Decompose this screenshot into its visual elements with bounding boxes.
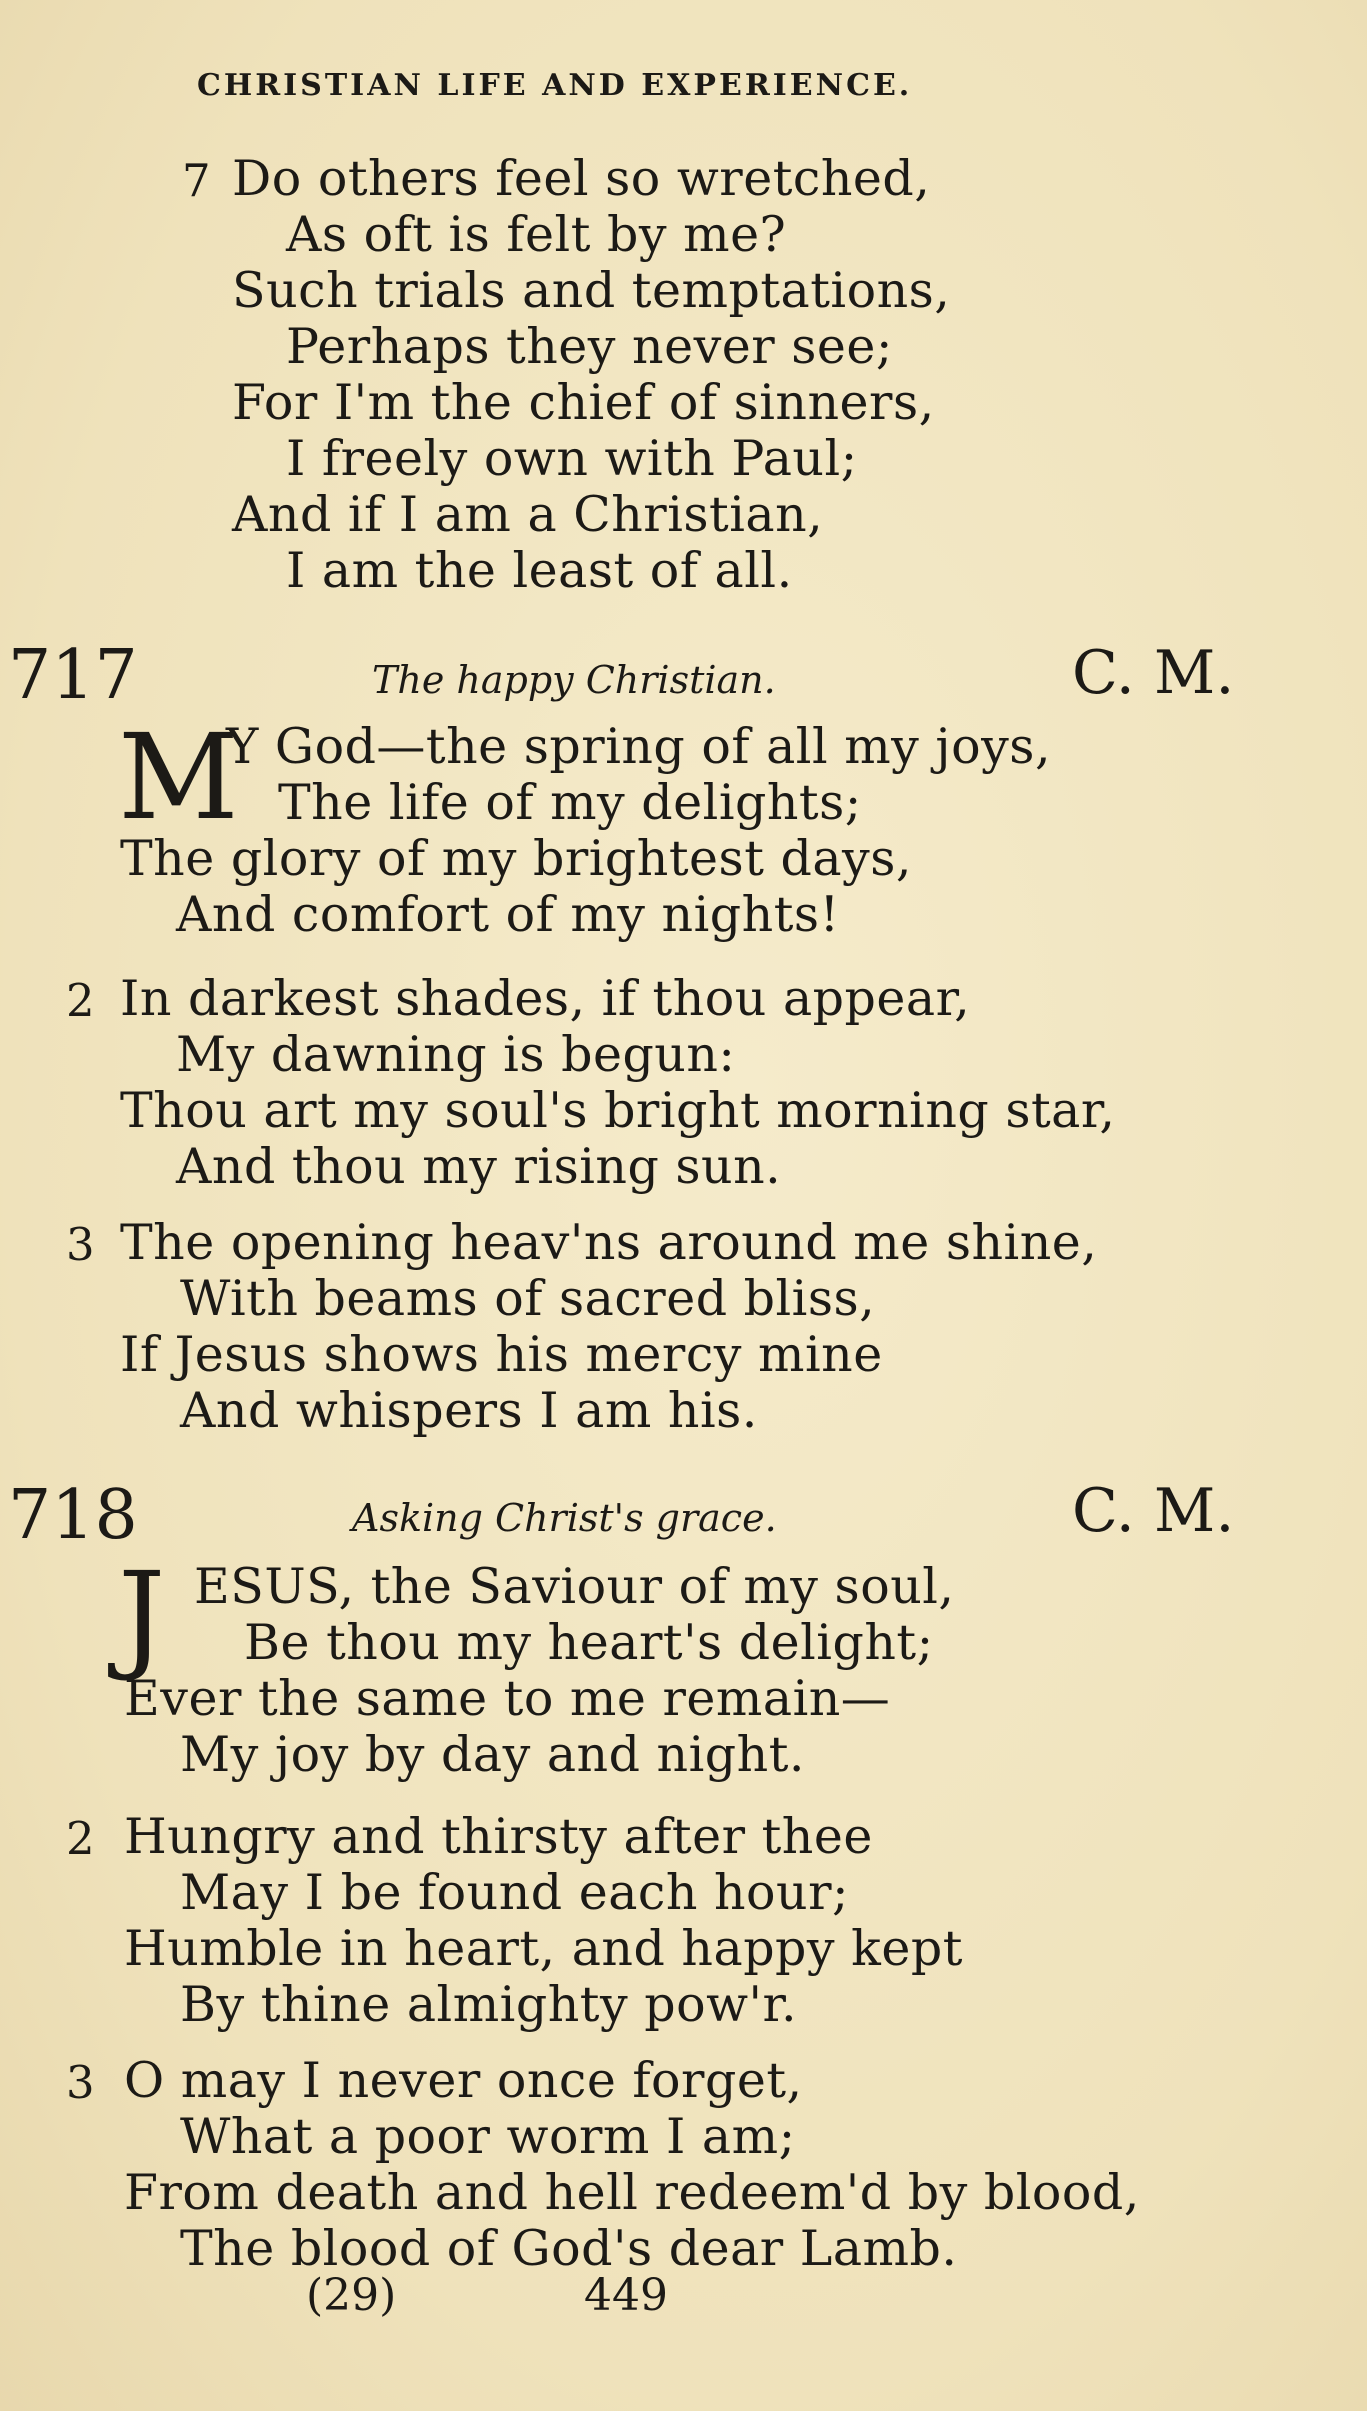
hymn-number: 718 (8, 1476, 138, 1555)
verse-number: 7 (182, 154, 211, 207)
verse-number: 2 (66, 974, 95, 1027)
verse-line: With beams of sacred bliss, (180, 1270, 876, 1327)
verse-line: Hungry and thirsty after thee (124, 1808, 873, 1865)
drop-cap: J (118, 1546, 166, 1684)
hymn-title: Asking Christ's grace. (352, 1496, 777, 1540)
verse-number: 3 (66, 2056, 95, 2109)
verse-line: The glory of my brightest days, (120, 830, 912, 887)
verse-line: For I'm the chief of sinners, (232, 374, 935, 431)
verse-line: Do others feel so wretched, (232, 150, 931, 207)
hymn-meter: C. M. (1072, 1476, 1235, 1546)
verse-line: O may I never once forget, (124, 2052, 803, 2109)
verse-line: The blood of God's dear Lamb. (180, 2220, 958, 2277)
verse-line: The life of my delights; (278, 774, 862, 831)
verse-line: Y God—the spring of all my joys, (226, 718, 1052, 775)
running-header: CHRISTIAN LIFE AND EXPERIENCE. (197, 68, 913, 103)
verse-line: My joy by day and night. (180, 1726, 805, 1783)
page-number: 449 (584, 2270, 668, 2321)
verse-line: ESUS, the Saviour of my soul, (194, 1558, 955, 1615)
verse-line: My dawning is begun: (176, 1026, 736, 1083)
verse-line: From death and hell redeem'd by blood, (124, 2164, 1140, 2221)
drop-cap: M (118, 708, 239, 846)
verse-line: Thou art my soul's bright morning star, (120, 1082, 1116, 1139)
verse-line: Ever the same to me remain— (124, 1670, 891, 1727)
verse-number: 2 (66, 1812, 95, 1865)
verse-line: And comfort of my nights! (176, 886, 840, 943)
footer-signature: (29) (306, 2270, 397, 2321)
verse-line: What a poor worm I am; (180, 2108, 796, 2165)
verse-line: I freely own with Paul; (286, 430, 858, 487)
hymn-number: 717 (8, 636, 138, 715)
verse-line: Humble in heart, and happy kept (124, 1920, 963, 1977)
hymn-title: The happy Christian. (372, 658, 776, 702)
verse-line: Perhaps they never see; (286, 318, 893, 375)
verse-line: May I be found each hour; (180, 1864, 850, 1921)
verse-line: The opening heav'ns around me shine, (120, 1214, 1098, 1271)
verse-line: As oft is felt by me? (286, 206, 787, 263)
verse-line: And if I am a Christian, (232, 486, 824, 543)
hymn-meter: C. M. (1072, 638, 1235, 708)
verse-line: By thine almighty pow'r. (180, 1976, 798, 2033)
verse-line: Such trials and temptations, (232, 262, 951, 319)
verse-line: I am the least of all. (286, 542, 793, 599)
verse-line: And whispers I am his. (180, 1382, 758, 1439)
verse-line: And thou my rising sun. (176, 1138, 782, 1195)
verse-line: If Jesus shows his mercy mine (120, 1326, 883, 1383)
verse-number: 3 (66, 1218, 95, 1271)
verse-line: In darkest shades, if thou appear, (120, 970, 971, 1027)
verse-line: Be thou my heart's delight; (244, 1614, 934, 1671)
